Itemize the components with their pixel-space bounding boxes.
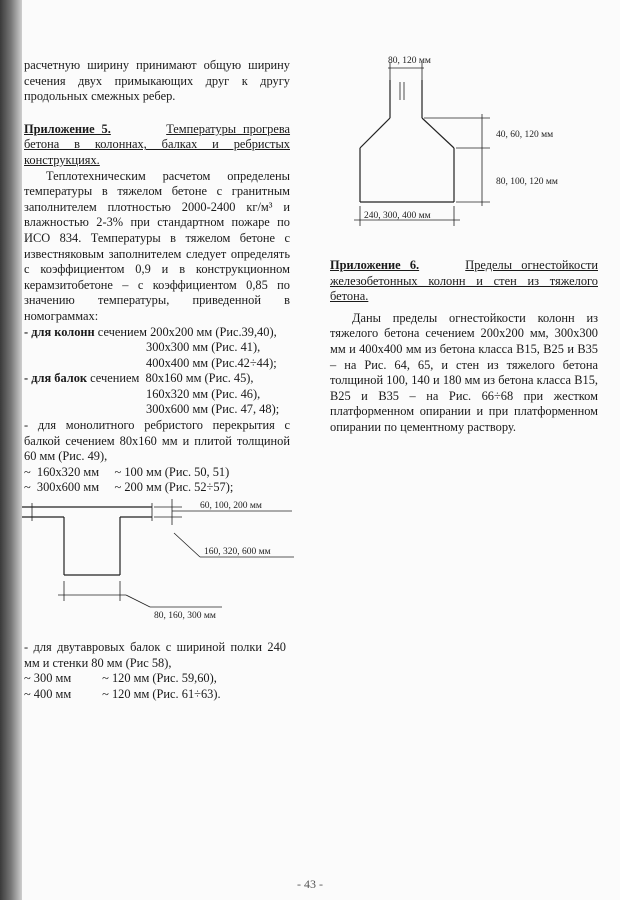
slab-thickness-label: 60, 100, 200 мм (200, 501, 262, 511)
beams-row-2: 160х320 мм (Рис. 46), (146, 386, 261, 401)
appendix-6-title: Пределы огнестойкости железобетонных колонн и стен из тяжелого бетона. (330, 258, 598, 304)
column-width-label: 80, 120 мм (388, 56, 431, 66)
columns-row-3: 400х400 мм (Рис.42÷44); (146, 355, 277, 370)
column-section-diagram (340, 52, 610, 232)
left-column-ibeams (24, 640, 286, 702)
appendix-6-paragraph: Даны пределы огнестойкости колонн из тяжелого бетона сечением 200х200 мм, 300х300 мм и 400х400 мм из бетона класса В15, В25 и В35 – на Рис. 64, 65, и стен из тяжелого бетона толщиной 100, 140 и 180 мм из бетона класса В15, В25 и В35 – на Рис. 66÷68 при жестком платформенном опирании и при платформенном опирании по цементному раствору. (330, 310, 598, 434)
base-width-label: 240, 300, 400 мм (364, 211, 431, 221)
console-height-label: 40, 60, 120 мм (496, 130, 554, 140)
intro-paragraph: расчетную ширину принимают общую ширину сечения двух примыкающих друг к другу продольных смежных ребер. (24, 58, 290, 104)
base-height-label: 80, 100, 120 мм (496, 177, 558, 187)
ibeam-row-1: ~ 300 мм ~ 120 мм (Рис. 59,60), (24, 671, 217, 686)
slab-row-2: ~ 300х600 мм ~ 200 мм (Рис. 52÷57); (24, 480, 234, 495)
beams-label: - для балок (24, 371, 88, 386)
ibeam-row-2: ~ 400 мм ~ 120 мм (Рис. 61÷63). (24, 686, 221, 701)
page-number: - 43 - (297, 877, 323, 891)
slab-row-1: ~ 160х320 мм ~ 100 мм (Рис. 50, 51) (24, 464, 230, 479)
beams-row-3: 300х600 мм (Рис. 47, 48); (146, 402, 280, 417)
columns-row-2: 300х300 мм (Рис. 41), (146, 340, 261, 355)
right-column (330, 258, 598, 436)
appendix-6-label: Приложение 6. (330, 258, 420, 272)
appendix-5-heading (24, 122, 290, 169)
columns-row-1: - для колонн сечением 200х200 мм (Рис.39,40), (24, 324, 277, 339)
appendix-5-paragraph: Теплотехническим расчетом определены температуры в тяжелом бетоне с гранитным заполнителем плотностью 2000-2400 кг/м³ и влажностью 2-3% при стандартном пожаре по ИСО 834. Температуры в тяжелом бетоне с известняковым заполнителем следует определять с коэффициентом 0,9 и в конструкционном керамзитобетоне – с коэффициентом 0,85 по значению температуры, приведенной в номограммах: (24, 168, 290, 323)
appendix-5-label: Приложение 5. (24, 121, 111, 136)
ibeam-paragraph: - для двутавровых балок с шириной полки 240 мм и стенки 80 мм (Рис 58), (24, 640, 286, 670)
ribbed-slab-diagram (22, 495, 302, 620)
slab-paragraph: - для монолитного ребристого перекрытия с балкой сечением 80х160 мм и плитой толщиной 60 мм (Рис. 49), (24, 418, 290, 464)
beam-width-label: 80, 160, 300 мм (154, 611, 216, 620)
appendix-6-heading (330, 258, 598, 305)
appendix-5-title: Температуры прогрева бетона в колоннах, балках и ребристых конструкциях. (24, 121, 291, 167)
book-spine-shadow (0, 0, 22, 900)
beam-height-label: 160, 320, 600 мм (204, 547, 271, 557)
columns-label: - для колонн (24, 324, 95, 339)
left-column (24, 58, 290, 496)
beams-row-1: - для балок сечением 80х160 мм (Рис. 45), (24, 371, 254, 386)
